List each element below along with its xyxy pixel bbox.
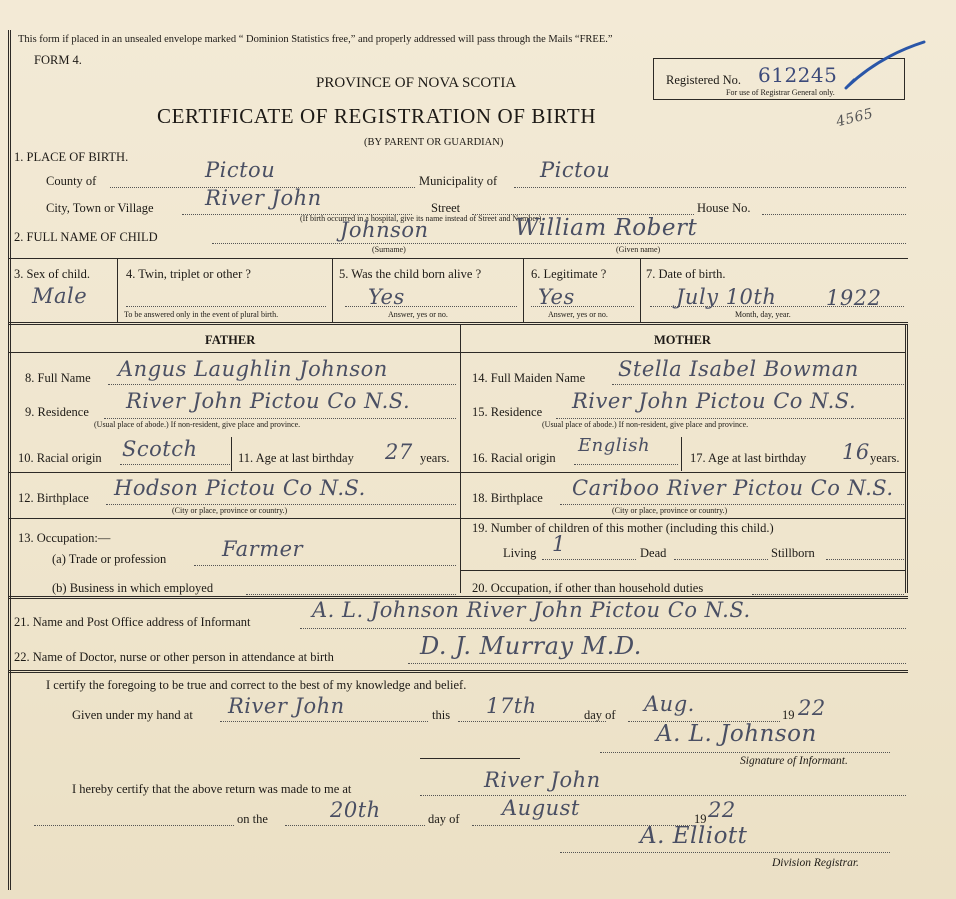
left-border [8, 30, 11, 890]
business-line [246, 594, 456, 595]
certificate-title: CERTIFICATE OF REGISTRATION OF BIRTH [157, 104, 597, 128]
father-residence-value: River John Pictou Co N.S. [126, 389, 411, 413]
registrar-day-line [285, 825, 425, 826]
mother-heading-line [460, 352, 906, 353]
mother-row-line [460, 570, 906, 571]
corner-mark: 4565 [834, 105, 876, 131]
registration-note: For use of Registrar General only. [726, 88, 835, 97]
on-the-label: on the [237, 812, 268, 826]
registrar-year: 22 [708, 798, 736, 822]
registrar-signature-line [560, 852, 890, 853]
alive-note: Answer, yes or no. [388, 310, 448, 319]
date-label: 7. Date of birth. [646, 267, 726, 281]
legitimate-label: 6. Legitimate ? [531, 267, 607, 281]
father-residence-note: (Usual place of abode.) If non-resident, give place and province. [94, 420, 301, 429]
certify-line: I certify the foregoing to be true and correct to the best of my knowledge and belief. [46, 678, 467, 692]
registrar-lead-line [34, 825, 234, 826]
father-age-divider [231, 437, 232, 471]
registrar-place: River John [484, 768, 601, 792]
sex-value: Male [32, 284, 88, 308]
registrar-day-of: day of [428, 812, 460, 826]
doctor-value: D. J. Murray M.D. [420, 632, 642, 660]
informant-label: 21. Name and Post Office address of Informant [14, 615, 251, 629]
father-name-line [108, 384, 456, 385]
child-given-name: William Robert [515, 215, 698, 241]
year-value: 22 [798, 696, 826, 720]
registrar-label: Division Registrar. [772, 857, 859, 869]
date-note: Month, day, year. [735, 310, 791, 319]
father-birthplace-value: Hodson Pictou Co N.S. [114, 476, 366, 500]
form-number: FORM 4. [34, 53, 82, 67]
row-divider-top [8, 258, 908, 259]
father-racial-label: 10. Racial origin [18, 451, 102, 465]
father-heading: FATHER [205, 333, 256, 347]
trade-label: (a) Trade or profession [52, 552, 167, 566]
alive-label: 5. Was the child born alive ? [339, 267, 482, 281]
registrar-year-prefix: 19 [694, 812, 707, 826]
father-row-line [8, 518, 460, 519]
father-age-label: 11. Age at last birthday [238, 451, 354, 465]
father-birthplace-note: (City or place, province or country.) [172, 506, 288, 515]
signature-line [600, 752, 890, 753]
mother-name-label: 14. Full Maiden Name [472, 371, 586, 385]
signature-label: Signature of Informant. [740, 755, 848, 767]
alive-value: Yes [368, 285, 405, 309]
date-year: 1922 [826, 286, 882, 310]
registrar-line: I hereby certify that the above return was made to me at [72, 782, 352, 796]
father-age-value: 27 [385, 440, 413, 464]
city-value: River John [205, 186, 322, 210]
mother-residence-value: River John Pictou Co N.S. [572, 389, 857, 413]
father-years: years. [420, 451, 450, 465]
this-label: this [432, 708, 451, 722]
mother-birthplace-label: 18. Birthplace [472, 491, 543, 505]
registrar-place-line [420, 795, 906, 796]
mother-racial-line [574, 464, 678, 465]
living-label: Living [503, 546, 537, 560]
living-value: 1 [552, 532, 566, 556]
father-name-label: 8. Full Name [25, 371, 91, 385]
father-name-value: Angus Laughlin Johnson [118, 357, 388, 381]
county-label: County of [46, 174, 97, 188]
municipality-line [514, 187, 906, 188]
twin-line [126, 306, 326, 307]
col-divider [640, 258, 641, 322]
blue-check-icon [840, 36, 930, 96]
mother-residence-label: 15. Residence [472, 405, 543, 419]
parents-divider [460, 325, 461, 593]
mother-row-line [460, 472, 906, 473]
mother-years: years. [870, 451, 900, 465]
doctor-label: 22. Name of Doctor, nurse or other person in attendance at birth [14, 650, 334, 664]
mother-residence-line [556, 418, 904, 419]
col-divider [523, 258, 524, 322]
informant-value: A. L. Johnson River John Pictou Co N.S. [312, 598, 751, 622]
mother-birthplace-note: (City or place, province or country.) [612, 506, 728, 515]
given-label: Given under my hand at [72, 708, 193, 722]
given-note: (Given name) [616, 245, 661, 254]
father-racial-value: Scotch [122, 437, 198, 461]
certificate-subtitle: (BY PARENT OR GUARDIAN) [364, 137, 504, 148]
county-value: Pictou [205, 158, 276, 182]
registration-number: 612245 [758, 63, 838, 87]
separator-rule [420, 758, 520, 759]
mother-age-label: 17. Age at last birthday [690, 451, 807, 465]
registrar-month: August [502, 796, 580, 820]
mother-racial-value: English [578, 435, 651, 456]
city-label: City, Town or Village [46, 201, 154, 215]
dead-line [674, 559, 768, 560]
municipality-label: Municipality of [419, 174, 498, 188]
given-place: River John [228, 694, 345, 718]
mother-birthplace-value: Cariboo River Pictou Co N.S. [572, 476, 894, 500]
doctor-line [408, 663, 906, 664]
mother-age-value: 16 [842, 440, 870, 464]
twin-label: 4. Twin, triplet or other ? [126, 267, 251, 281]
date-value: July 10th [676, 285, 777, 309]
father-birthplace-line [106, 504, 456, 505]
mother-residence-note: (Usual place of abode.) If non-resident, give place and province. [542, 420, 749, 429]
father-row-line [8, 472, 460, 473]
sex-label: 3. Sex of child. [14, 267, 91, 281]
father-heading-line [8, 352, 460, 353]
informant-line [300, 628, 906, 629]
mother-age-divider [681, 437, 682, 471]
day-of-label: day of [584, 708, 616, 722]
mother-name-value: Stella Isabel Bowman [618, 357, 859, 381]
house-label: House No. [697, 201, 751, 215]
year-prefix: 19 [782, 708, 795, 722]
place-of-birth-heading: 1. PLACE OF BIRTH. [14, 150, 129, 164]
mother-birthplace-line [560, 504, 904, 505]
day-value: 17th [486, 694, 537, 718]
business-label: (b) Business in which employed [52, 581, 214, 595]
registrar-day: 20th [330, 798, 381, 822]
dead-label: Dead [640, 546, 667, 560]
house-line [762, 214, 906, 215]
father-birthplace-label: 12. Birthplace [18, 491, 89, 505]
right-border [905, 325, 908, 593]
month-value: Aug. [644, 692, 695, 716]
hospital-note: (If birth occurred in a hospital, give its name instead of Street and Number) [300, 214, 542, 223]
mother-heading: MOTHER [654, 333, 711, 347]
col-divider [117, 258, 118, 322]
living-line [542, 559, 636, 560]
street-label: Street [431, 201, 461, 215]
mother-occupation-label: 20. Occupation, if other than household duties [472, 581, 704, 595]
mother-racial-label: 16. Racial origin [472, 451, 556, 465]
mother-row-line [460, 518, 906, 519]
mother-occupation-line [752, 594, 904, 595]
row-divider-certify [8, 670, 908, 673]
mail-notice: This form if placed in an unsealed envelope marked “ Dominion Statistics free,” and properly addressed will pass through the Mails “FREE.” [18, 34, 613, 45]
legitimate-note: Answer, yes or no. [548, 310, 608, 319]
mother-name-line [612, 384, 904, 385]
child-surname: Johnson [340, 218, 429, 242]
province-heading: PROVINCE OF NOVA SCOTIA [316, 75, 517, 91]
trade-value: Farmer [222, 537, 304, 561]
stillborn-line [826, 559, 904, 560]
trade-line [194, 565, 456, 566]
informant-signature: A. L. Johnson [656, 721, 817, 747]
registrar-signature: A. Elliott [640, 823, 748, 849]
father-residence-label: 9. Residence [25, 405, 89, 419]
father-racial-line [120, 464, 230, 465]
given-line [220, 721, 428, 722]
child-name-label: 2. FULL NAME OF CHILD [14, 230, 158, 244]
registration-label: Registered No. [666, 73, 741, 87]
children-label: 19. Number of children of this mother (including this child.) [472, 521, 774, 535]
father-residence-line [104, 418, 456, 419]
municipality-value: Pictou [540, 158, 611, 182]
child-name-line [212, 243, 906, 244]
occupation-label: 13. Occupation:— [18, 531, 111, 545]
row-divider-parents [8, 322, 908, 325]
twin-note: To be answered only in the event of plural birth. [124, 310, 279, 319]
legitimate-value: Yes [538, 285, 575, 309]
col-divider [332, 258, 333, 322]
stillborn-label: Stillborn [771, 546, 815, 560]
surname-note: (Surname) [372, 245, 406, 254]
